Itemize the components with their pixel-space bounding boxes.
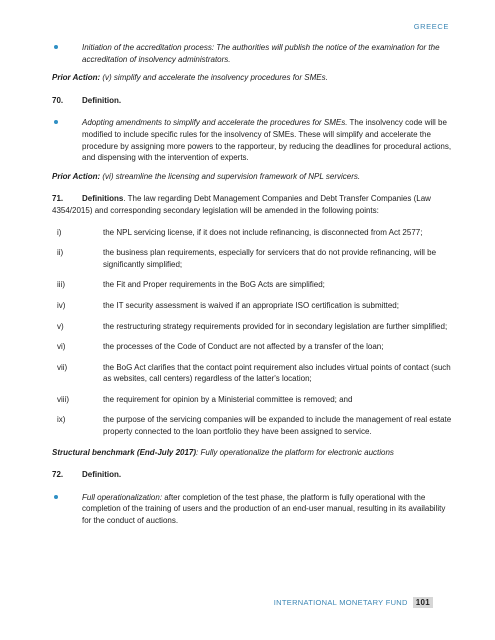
bullet-text: The authorities will publish the notice of the examination for the accreditation of insolvency administrators. [82, 43, 440, 64]
bullet-lead: Full operationalization: [82, 492, 163, 502]
list-item [52, 341, 452, 353]
list-item [52, 247, 452, 270]
running-header: GREECE [413, 22, 449, 31]
bullet-dot [54, 45, 58, 49]
prior-action-v [52, 72, 452, 84]
section-title: Definition. [82, 470, 122, 480]
bullet-sme-amendments [52, 117, 452, 163]
list-text: the BoG Act clarifies that the contact point requirement also includes virtual points of contact (such as websites, call centers) regardless of the latter's location; [103, 362, 451, 384]
list-text: the restructuring strategy requirements provided for in secondary legislation are further simplified; [103, 321, 448, 331]
list-number: v) [57, 321, 64, 331]
bullet-text: The insolvency code will be modified to include specific rules for the insolvency of SMEs. These will simplify and accelerate the procedure by assigning more powers to the rapporteur, by reducing the deadlines for procedural actions, and dispensing with the intervention of experts. [82, 118, 452, 163]
prior-action-vi [52, 171, 452, 183]
bullet-dot [54, 120, 58, 124]
list-item [52, 300, 452, 312]
section-title: Definitions [82, 194, 124, 204]
amendment-list [52, 227, 452, 438]
bullet-text: after completion of the test phase, the platform is fully operational with the completion of the training of users and the production of an end-user manual, resulting in its availability for the conduct of auctions. [82, 492, 446, 526]
page-number: 101 [413, 597, 433, 608]
bullet-lead: Adopting amendments to simplify and accelerate the procedures for SMEs. [82, 118, 348, 128]
benchmark-text: : Fully operationalize the platform for electronic auctions [196, 447, 394, 457]
section-71-paragraph [52, 193, 452, 216]
list-item [52, 362, 452, 385]
page-footer [274, 597, 433, 608]
section-title: Definition. [82, 95, 122, 105]
list-number: vii) [57, 362, 68, 372]
prior-action-text: (v) simplify and accelerate the insolvency procedures for SMEs. [100, 73, 328, 83]
prior-action-label: Prior Action: [52, 171, 101, 181]
list-number: ii) [57, 248, 64, 258]
list-text: the Fit and Proper requirements in the BoG Acts are simplified; [103, 280, 325, 290]
list-item [52, 414, 452, 437]
bullet-dot [54, 495, 58, 499]
section-number: 72. [52, 470, 64, 480]
section-number: 70. [52, 95, 64, 105]
list-number: viii) [57, 394, 69, 404]
list-item [52, 394, 452, 406]
list-text: the purpose of the servicing companies will be expanded to include the management of real estate property connected to the loan portfolio they have been assigned to service. [103, 415, 452, 437]
list-text: the IT security assessment is waived if an appropriate ISO certification is submitted; [103, 300, 399, 310]
list-number: vi) [57, 342, 66, 352]
list-text: the requirement for opinion by a Ministerial committee is removed; and [103, 394, 353, 404]
list-number: iv) [57, 300, 66, 310]
footer-org: INTERNATIONAL MONETARY FUND [273, 598, 408, 607]
list-item [52, 279, 452, 291]
section-number: 71. [52, 194, 64, 204]
list-text: the business plan requirements, especially for servicers that do not provide refinancing, will be significantly simplified; [103, 248, 437, 269]
bullet-lead: Initiation of the accreditation process: [82, 43, 215, 52]
list-number: iii) [57, 280, 65, 290]
document-body [52, 42, 452, 534]
list-number: ix) [57, 415, 66, 425]
list-text: the processes of the Code of Conduct are not affected by a transfer of the loan; [103, 342, 384, 352]
bullet-operationalization [52, 492, 452, 527]
list-item [52, 321, 452, 333]
section-72-heading [52, 469, 452, 481]
prior-action-label: Prior Action: [52, 73, 101, 83]
benchmark-label: Structural benchmark (End-July 2017) [52, 447, 197, 457]
list-text: the NPL servicing license, if it does not include refinancing, is disconnected from Act 2577; [103, 227, 423, 237]
bullet-accreditation [52, 42, 452, 65]
list-number: i) [57, 227, 62, 237]
section-text: . The law regarding Debt Management Companies and Debt Transfer Companies (Law 4354/2015) and corresponding secondary legislation will be amended in the following points: [52, 194, 431, 215]
structural-benchmark [52, 447, 452, 459]
prior-action-text: (vi) streamline the licensing and supervision framework of NPL servicers. [100, 171, 361, 181]
list-item [52, 227, 452, 239]
section-70-heading [52, 95, 452, 107]
